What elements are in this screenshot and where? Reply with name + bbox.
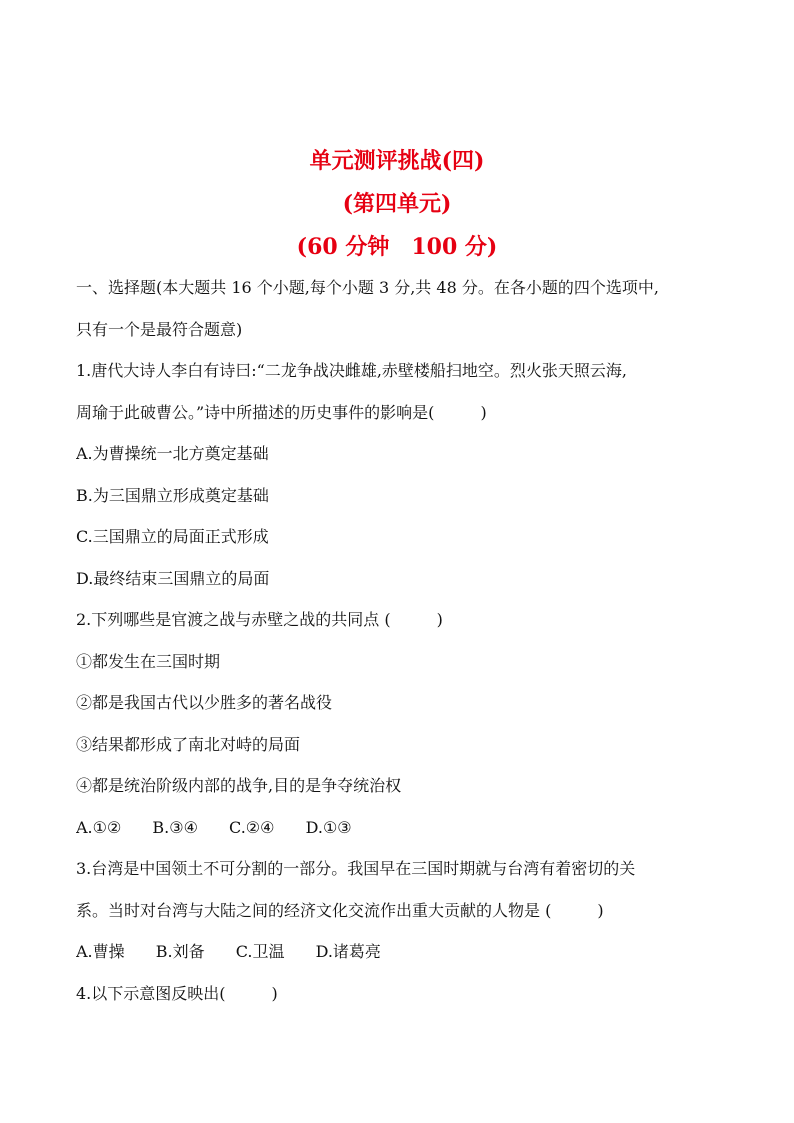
q4-stem-text: 4.以下示意图反映出(: [76, 983, 226, 1003]
q1-bracket-close: ): [480, 402, 487, 422]
q3-option-a: A.曹操: [76, 942, 125, 961]
q1-option-b: B.为三国鼎立形成奠定基础: [76, 485, 269, 505]
q3-option-b: B.刘备: [155, 942, 205, 961]
q3-options: [76, 931, 736, 973]
section-heading-line1: 一、选择题(本大题共 16 个小题,每个小题 3 分,共 48 分。在各小题的四个选项中,: [76, 278, 659, 297]
q1-stem-line2: [76, 392, 736, 434]
q1-stem-line1: 1.唐代大诗人李白有诗曰:“二龙争战决雌雄,赤壁楼船扫地空。烈火张天照云海,: [76, 361, 628, 380]
q2-stem: [76, 599, 736, 641]
q2-item-1: ①都发生在三国时期: [76, 651, 221, 671]
q2-option-d: D.①③: [305, 817, 352, 837]
time-score: (60 分钟 100 分): [296, 234, 498, 260]
q2-stem-text: 2.下列哪些是官渡之战与赤壁之战的共同点 (: [76, 610, 391, 629]
q2-item-3: ③结果都形成了南北对峙的局面: [76, 734, 301, 754]
q2-bracket-close: ): [436, 610, 443, 629]
q4-stem: [76, 973, 736, 1015]
q3-stem-line1: 3.台湾是中国领土不可分割的一部分。我国早在三国时期就与台湾有着密切的关: [76, 859, 636, 878]
q3-option-c: C.卫温: [235, 942, 285, 961]
q1-stem-text: 周瑜于此破曹公。”诗中所描述的历史事件的影响是(: [76, 402, 435, 422]
q3-option-d: D.诸葛亮: [315, 942, 381, 961]
q2-option-b: B.③④: [152, 817, 198, 837]
q1-option-a: A.为曹操统一北方奠定基础: [76, 444, 269, 463]
q2-option-c: C.②④: [229, 817, 275, 837]
q1-option-d: D.最终结束三国鼎立的局面: [76, 568, 270, 588]
page-subtitle: (第四单元): [342, 191, 452, 217]
q2-options: [76, 807, 736, 849]
q4-bracket-close: ): [271, 983, 278, 1003]
q3-stem-text: 系。当时对台湾与大陆之间的经济文化交流作出重大贡献的人物是 (: [76, 900, 552, 920]
section-heading-line2: 只有一个是最符合题意): [76, 319, 243, 339]
page-title: 单元测评挑战(四): [309, 148, 485, 174]
question-content: [76, 267, 736, 1014]
q3-bracket-close: ): [597, 900, 604, 920]
q1-option-c: C.三国鼎立的局面正式形成: [76, 527, 269, 546]
q3-stem-line2: [76, 890, 736, 932]
title-block: [0, 140, 794, 269]
q2-item-4: ④都是统治阶级内部的战争,目的是争夺统治权: [76, 776, 402, 795]
q2-item-2: ②都是我国古代以少胜多的著名战役: [76, 693, 333, 712]
q2-option-a: A.①②: [76, 817, 122, 837]
